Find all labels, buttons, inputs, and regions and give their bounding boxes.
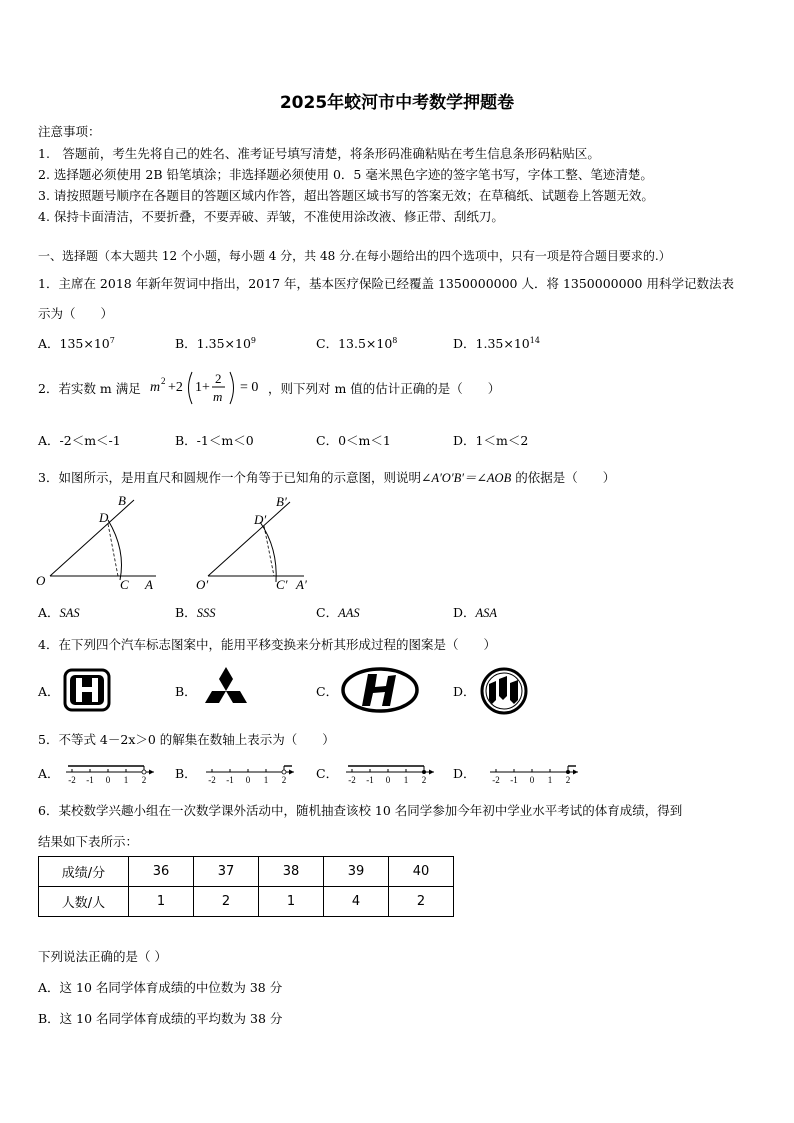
table-cell: 37 bbox=[194, 857, 259, 887]
q5-numberline-a bbox=[64, 755, 156, 787]
arc-cd bbox=[108, 520, 122, 580]
table-cell: 4 bbox=[324, 887, 389, 917]
notice-item-4: 4. 保持卡面清洁，不要折叠，不要弄破、弄皱，不准使用涂改液、修正带、刮纸刀。 bbox=[38, 209, 504, 224]
arc-c-prime-d-prime bbox=[260, 522, 276, 582]
q2-plus-two: +2 bbox=[168, 380, 183, 395]
label-d: D bbox=[99, 510, 109, 525]
q4-option-c: C． bbox=[316, 684, 339, 699]
q4-option-b: B． bbox=[175, 684, 197, 699]
mitsubishi-logo-icon bbox=[200, 665, 252, 713]
numberline-label: 2 bbox=[281, 775, 287, 785]
notice-item-3: 3. 请按照题号顺序在各题目的答题区域内作答，超出答题区域书写的答案无效；在草稿纸、试题卷上答题无效。 bbox=[38, 188, 654, 203]
q2-right-paren bbox=[230, 372, 234, 404]
numberline-label: 1 bbox=[547, 775, 553, 785]
honda-logo-icon bbox=[63, 668, 111, 712]
dashed-d-prime-c-prime bbox=[264, 526, 274, 576]
q2-option-b: B．-1＜m＜0 bbox=[175, 433, 254, 448]
q3-option-c: C．AAS bbox=[316, 605, 360, 620]
numberline-label: 1 bbox=[123, 775, 129, 785]
q4-stem: 4．在下列四个汽车标志图案中，能用平移变换来分析其形成过程的图案是（ ） bbox=[38, 637, 496, 652]
numberline-label: -2 bbox=[492, 775, 500, 785]
numberline-label: -2 bbox=[68, 775, 76, 785]
q3-option-d: D．ASA bbox=[453, 605, 498, 620]
numberline-label: 0 bbox=[529, 775, 535, 785]
q6-question: 下列说法正确的是（ ） bbox=[38, 949, 167, 964]
numberline-label: 2 bbox=[421, 775, 427, 785]
label-d-prime: D′ bbox=[254, 512, 267, 527]
table-cell: 40 bbox=[389, 857, 454, 887]
label-c-prime: C′ bbox=[276, 577, 288, 592]
section-heading: 一、选择题（本大题共 12 个小题，每小题 4 分，共 48 分.在每小题给出的四个选项中，只有一项是符合题目要求的.） bbox=[38, 249, 671, 263]
q1-stem-line2: 示为（ ） bbox=[38, 306, 114, 321]
q2-numerator: 2 bbox=[215, 371, 222, 386]
q3-option-b: B．SSS bbox=[175, 605, 216, 620]
numberline-label: -1 bbox=[226, 775, 234, 785]
q3-figure-copy bbox=[190, 492, 330, 594]
q2-option-a: A．-2＜m＜-1 bbox=[38, 433, 121, 448]
q2-stem-prefix: 2．若实数 m 满足 bbox=[38, 381, 141, 396]
q5-option-c: C． bbox=[316, 766, 339, 781]
ray-o-prime-b-prime bbox=[208, 502, 290, 576]
numberline-label: -1 bbox=[366, 775, 374, 785]
numberline-label: -2 bbox=[208, 775, 216, 785]
table-cell: 成绩/分 bbox=[39, 857, 129, 887]
q2-equals-zero: = 0 bbox=[240, 380, 259, 395]
notice-item-2: 2. 选择题必须使用 2B 铅笔填涂；非选择题必须使用 0．5 毫米黑色字迹的签字笔书写，字体工整、笔迹清楚。 bbox=[38, 167, 653, 182]
exam-title: 2025年蛟河市中考数学押题卷 bbox=[279, 93, 515, 113]
numberline-label: 0 bbox=[105, 775, 111, 785]
table-row bbox=[39, 887, 454, 917]
q4-option-a: A． bbox=[38, 684, 60, 699]
q3-stem: 3．如图所示，是用直尺和圆规作一个角等于已知角的示意图，则说明∠A′O′B′＝∠AOB 的依据是（ ） bbox=[38, 470, 616, 485]
q1-stem-line1: 1．主席在 2018 年新年贺词中指出，2017 年，基本医疗保险已经覆盖 1350000000 人．将 1350000000 用科学记数法表 bbox=[38, 276, 734, 291]
label-b: B bbox=[118, 493, 126, 508]
table-cell: 人数/人 bbox=[39, 887, 129, 917]
table-cell: 36 bbox=[129, 857, 194, 887]
q1-option-c: C．$13.5\times 10^8$ bbox=[316, 336, 398, 351]
q6-stem-line2: 结果如下表所示： bbox=[38, 834, 139, 849]
hyundai-logo-icon bbox=[340, 666, 420, 714]
q2-equation bbox=[148, 366, 268, 410]
table-row bbox=[39, 857, 454, 887]
buick-logo-icon bbox=[478, 666, 530, 716]
numberline-label: -1 bbox=[86, 775, 94, 785]
q5-numberline-c bbox=[344, 755, 436, 787]
q2-square: 2 bbox=[161, 376, 166, 386]
numberline-label: 1 bbox=[403, 775, 409, 785]
table-cell: 39 bbox=[324, 857, 389, 887]
numberline-label: 2 bbox=[141, 775, 147, 785]
table-cell: 38 bbox=[259, 857, 324, 887]
notice-heading: 注意事项： bbox=[38, 124, 101, 139]
table-cell: 1 bbox=[259, 887, 324, 917]
score-table bbox=[38, 856, 454, 917]
q3-figure-original bbox=[34, 492, 174, 594]
q5-option-d: D． bbox=[453, 766, 476, 781]
q2-option-d: D．1＜m＜2 bbox=[453, 433, 529, 448]
table-cell: 1 bbox=[129, 887, 194, 917]
q1-option-a: A．$135\times 10^7$ bbox=[38, 336, 115, 351]
numberline-label: 0 bbox=[245, 775, 251, 785]
label-a-prime: A′ bbox=[296, 577, 307, 592]
numberline-label: 2 bbox=[565, 775, 571, 785]
label-b-prime: B′ bbox=[276, 494, 287, 509]
q2-stem-suffix: ，则下列对 m 值的估计正确的是（ ） bbox=[268, 381, 501, 396]
q2-denominator: m bbox=[213, 389, 223, 404]
q4-option-d: D． bbox=[453, 684, 476, 699]
q5-stem: 5．不等式 4－2x＞0 的解集在数轴上表示为（ ） bbox=[38, 732, 335, 747]
q6-stem-line1: 6．某校数学兴趣小组在一次数学课外活动中，随机抽查该校 10 名同学参加今年初中学业水平考试的体育成绩，得到 bbox=[38, 803, 683, 818]
dashed-dc bbox=[108, 524, 118, 576]
q3-option-a: A．SAS bbox=[38, 605, 80, 620]
notice-item-1: 1. 答题前，考生先将自己的姓名、准考证号填写清楚，将条形码准确粘贴在考生信息条形码粘贴区。 bbox=[38, 146, 600, 161]
q5-numberline-d bbox=[488, 755, 580, 787]
numberline-label: -1 bbox=[510, 775, 518, 785]
q5-numberline-b bbox=[204, 755, 296, 787]
label-o: O bbox=[36, 573, 46, 588]
q1-option-b: B．$1.35\times 10^9$ bbox=[175, 336, 256, 351]
q2-option-c: C．0＜m＜1 bbox=[316, 433, 391, 448]
q5-option-b: B． bbox=[175, 766, 197, 781]
q2-left-paren bbox=[189, 372, 193, 404]
numberline-label: -2 bbox=[348, 775, 356, 785]
q5-option-a: A． bbox=[38, 766, 60, 781]
label-a: A bbox=[145, 577, 153, 592]
q2-one-plus: 1+ bbox=[195, 380, 210, 395]
table-cell: 2 bbox=[389, 887, 454, 917]
label-o-prime: O′ bbox=[196, 577, 209, 592]
numberline-label: 0 bbox=[385, 775, 391, 785]
table-cell: 2 bbox=[194, 887, 259, 917]
label-c: C bbox=[120, 577, 129, 592]
q6-option-a: A．这 10 名同学体育成绩的中位数为 38 分 bbox=[38, 980, 283, 995]
q1-option-d: D．$1.35\times 10^{14}$ bbox=[453, 336, 540, 351]
q6-option-b: B．这 10 名同学体育成绩的平均数为 38 分 bbox=[38, 1011, 283, 1026]
numberline-label: 1 bbox=[263, 775, 269, 785]
q2-m: m bbox=[150, 380, 161, 395]
